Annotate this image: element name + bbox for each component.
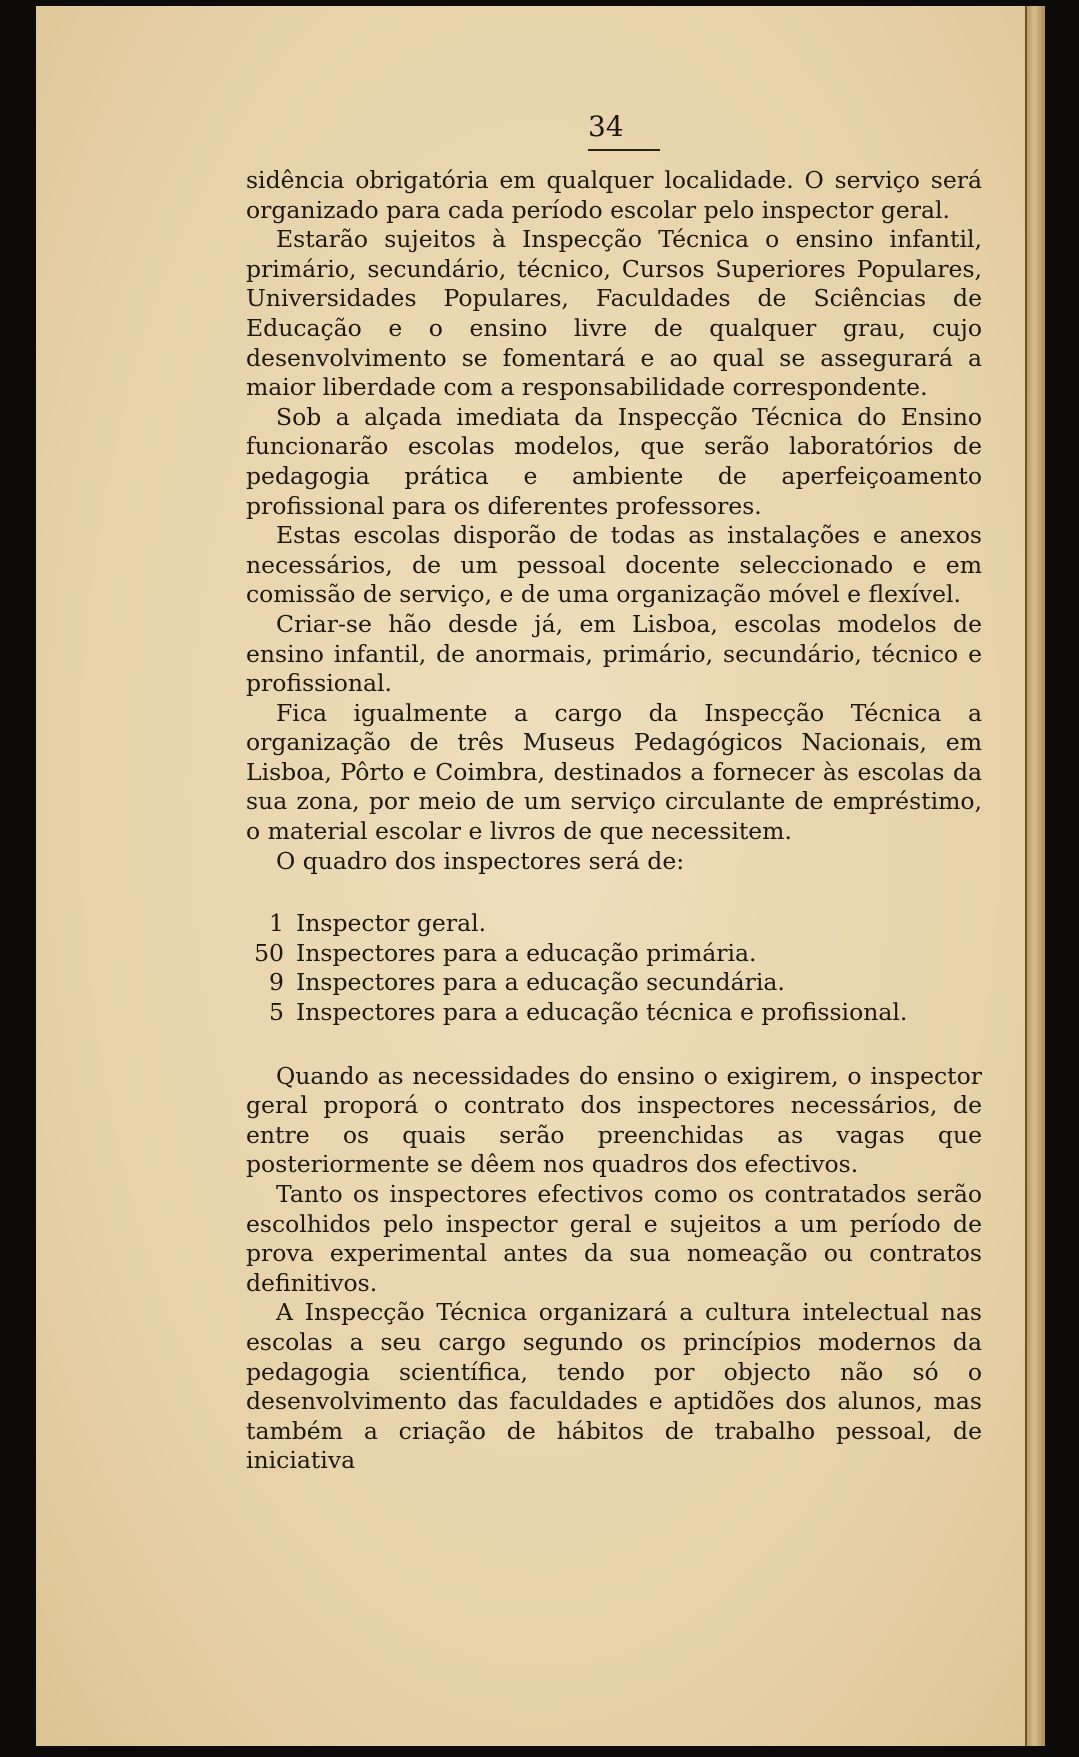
- list-item-text: Inspectores para a educação secundária.: [296, 968, 785, 997]
- page-edge: [1025, 6, 1045, 1746]
- body-text: [246, 166, 982, 1476]
- list-item-number: 50: [254, 938, 284, 967]
- list-item-text: Inspectores para a educação primária.: [296, 938, 757, 967]
- book-page: [36, 6, 1045, 1746]
- paragraph: O quadro dos inspectores será de:: [276, 846, 685, 875]
- list-item-number: 5: [269, 998, 284, 1027]
- paragraph: Tanto os inspectores efectivos como os contratados serão escolhidos pelo inspector geral e sujeitos a um período de prova experimental antes da sua nomeação ou contratos definitivos.: [246, 1180, 982, 1297]
- list-item-number: 9: [269, 968, 284, 997]
- paragraph: Fica igualmente a cargo da Inspecção Técnica a organização de três Museus Pedagógicos Nacionais, em Lisboa, Pôrto e Coimbra, destinados a fornecer às escolas da sua zona, por meio de um serviço circulante de empréstimo, o material escolar e livros de que necessitem.: [246, 698, 982, 846]
- paragraph: sidência obrigatória em qualquer localidade. O serviço será organizado para cada período escolar pelo inspector geral.: [246, 166, 982, 224]
- list-item-number: 1: [269, 909, 284, 938]
- paragraphs-before: [246, 166, 982, 876]
- list-item: [246, 939, 982, 969]
- page-number-rule: [588, 149, 660, 151]
- list-item-text: Inspectores para a educação técnica e profissional.: [296, 998, 908, 1027]
- paragraph: Estarão sujeitos à Inspecção Técnica o ensino infantil, primário, secundário, técnico, Cursos Superiores Populares, Universidades Populares, Faculdades de Sciências de Educação e o ensino livre de qualquer grau, cujo desenvolvimento se fomentará e ao qual se assegurará a maior liberdade com a responsabilidade correspondente.: [246, 225, 982, 402]
- paragraph: Criar-se hão desde já, em Lisboa, escolas modelos de ensino infantil, de anormais, primário, secundário, técnico e profissional.: [246, 609, 982, 698]
- inspectors-list: [246, 909, 982, 1027]
- paragraph: Quando as necessidades do ensino o exigirem, o inspector geral proporá o contrato dos inspectores necessários, de entre os quais serão preenchidas as vagas que posteriormente se dêem nos quadros dos efectivos.: [246, 1061, 982, 1179]
- page-number: 34: [588, 110, 624, 143]
- paragraph: A Inspecção Técnica organizará a cultura intelectual nas escolas a seu cargo segundo os princípios modernos da pedagogia scientífica, tendo por objecto não só o desenvolvimento das faculdades e aptidões dos alunos, mas também a criação de hábitos de trabalho pessoal, de iniciativa: [246, 1298, 982, 1475]
- list-item-text: Inspector geral.: [296, 909, 487, 938]
- paragraph: Sob a alçada imediata da Inspecção Técnica do Ensino funcionarão escolas modelos, que serão laboratórios de pedagogia prática e ambiente de aperfeiçoamento profissional para os diferentes professores.: [246, 402, 982, 520]
- list-item: [246, 909, 982, 939]
- list-item: [246, 968, 982, 998]
- list-item: [246, 998, 982, 1028]
- paragraphs-after: [246, 1062, 982, 1476]
- paragraph: Estas escolas disporão de todas as instalações e anexos necessários, de um pessoal docente seleccionado e em comissão de serviço, e de uma organização móvel e flexível.: [246, 521, 982, 609]
